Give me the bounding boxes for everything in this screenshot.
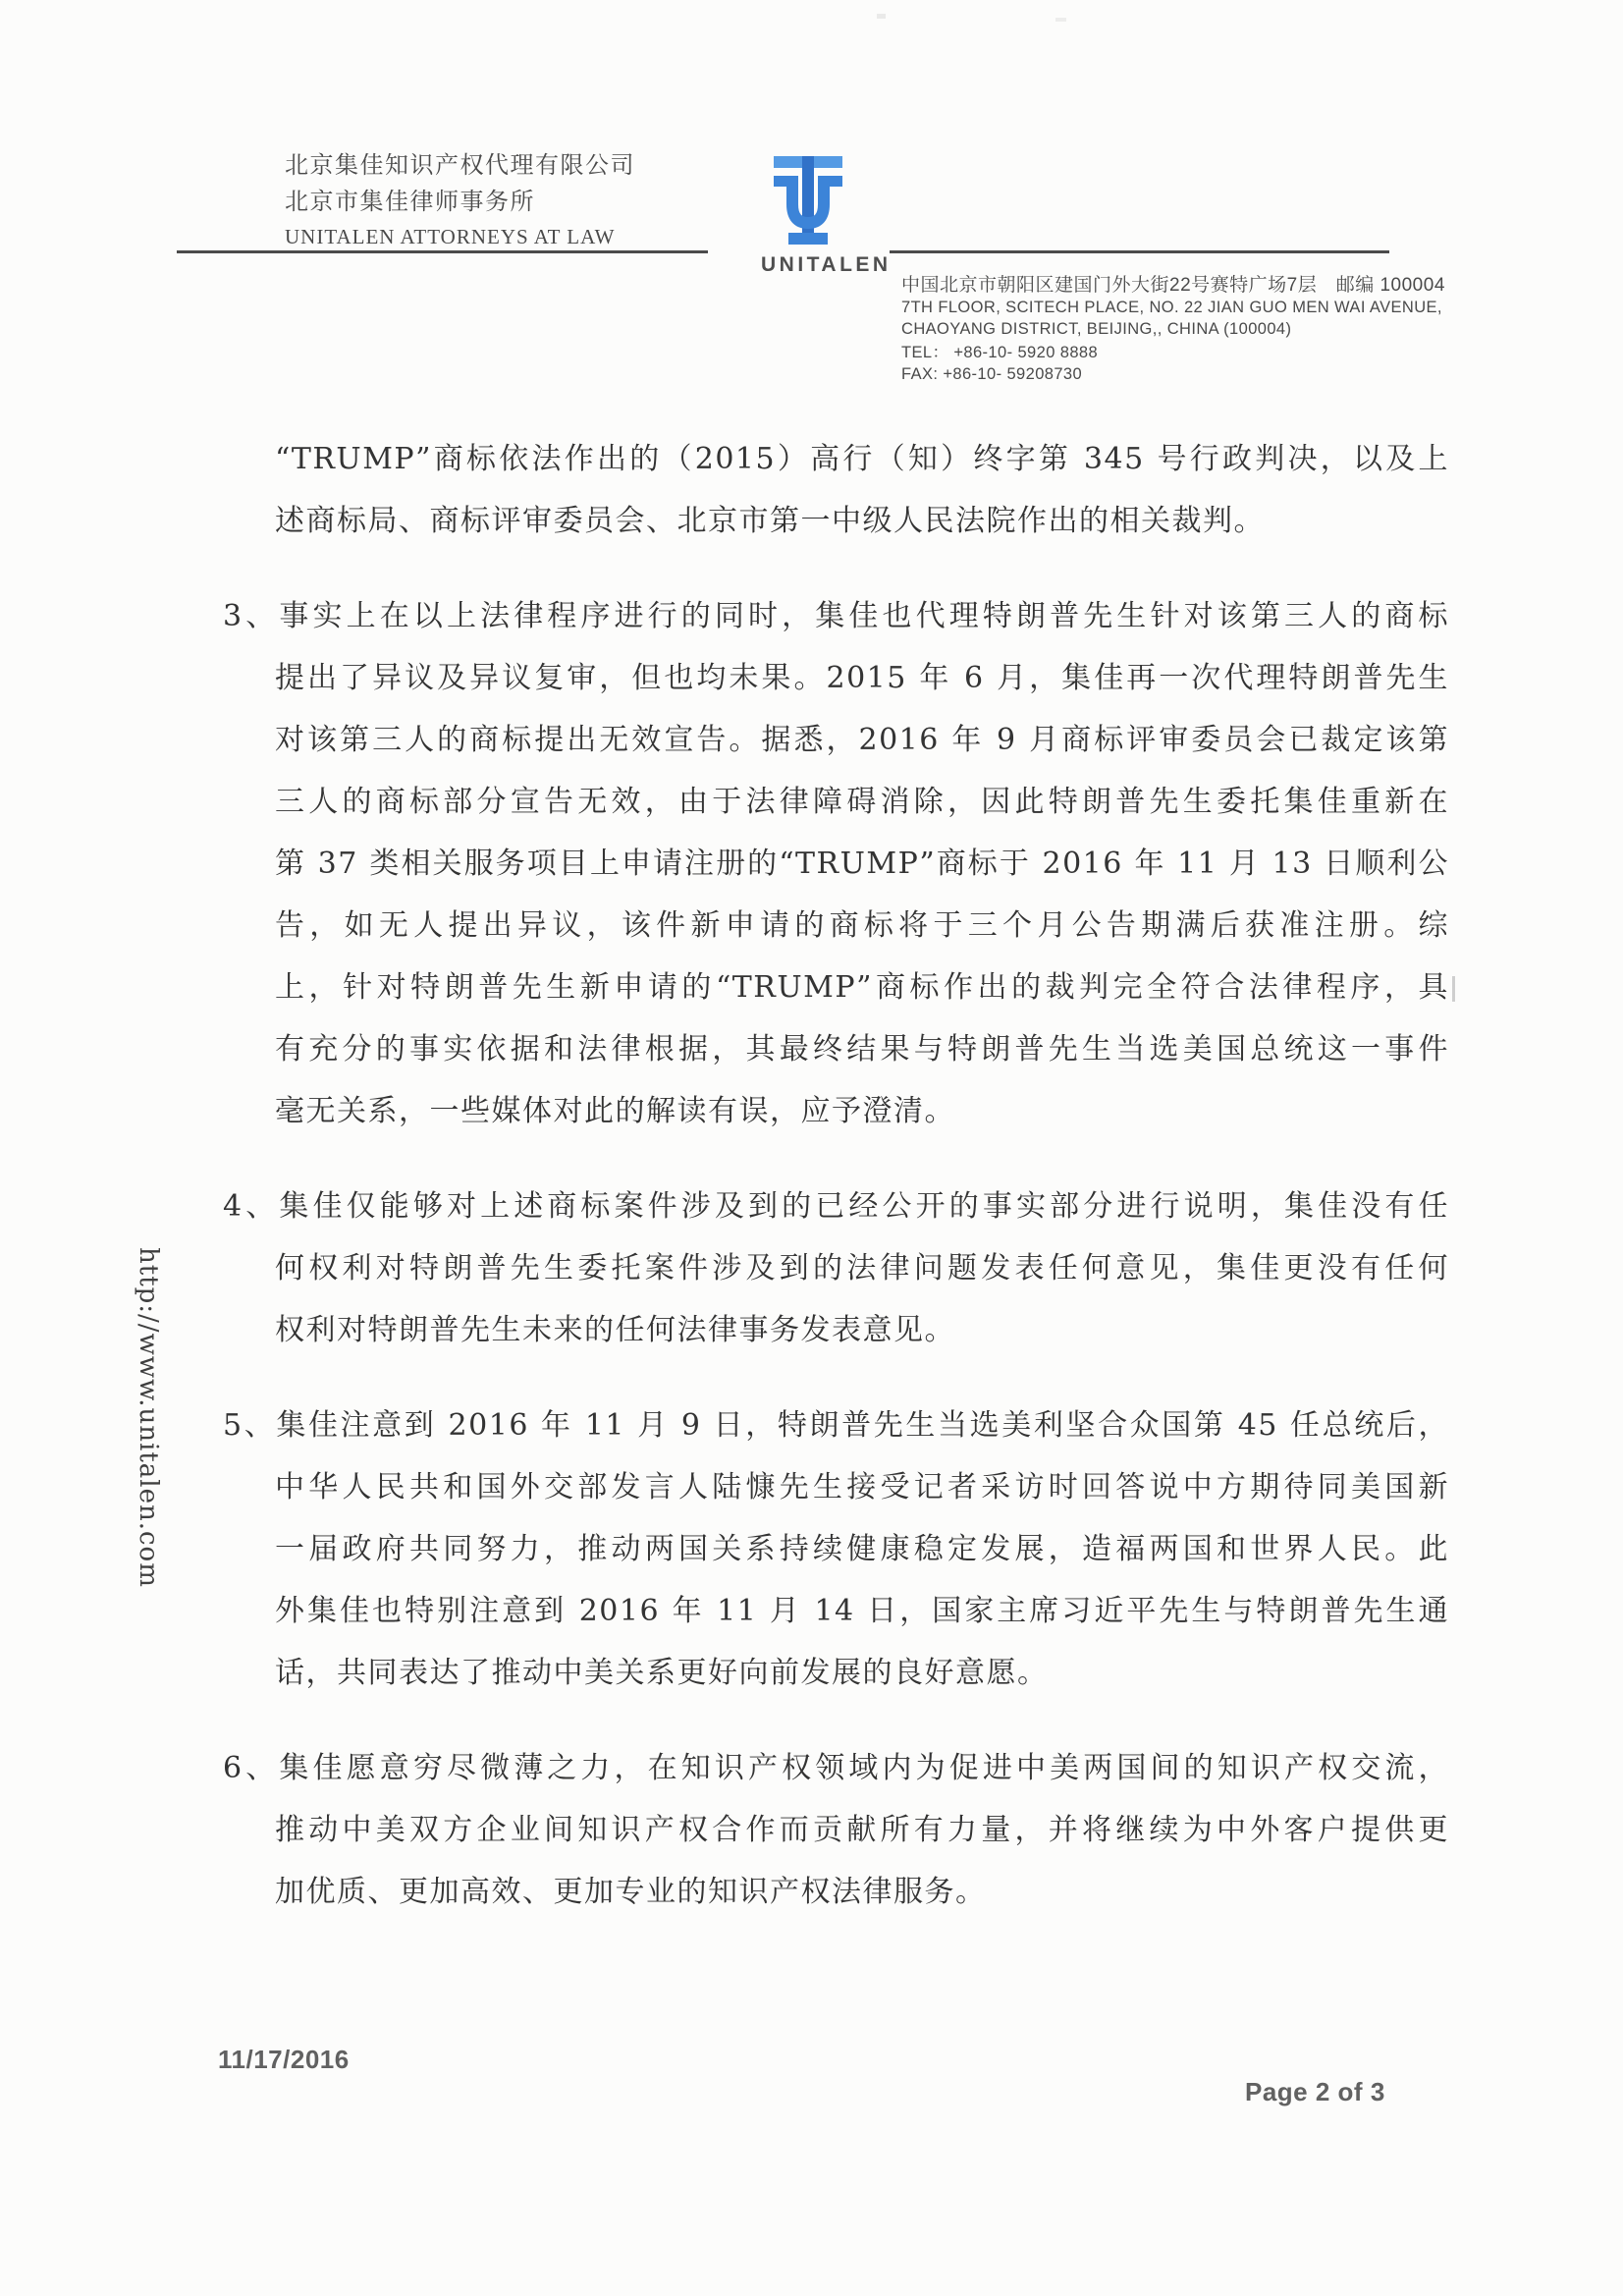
address-line-cn: 中国北京市朝阳区建国门外大街22号赛特广场7层 邮编 100004 [901,275,1445,296]
body-line: 述商标局、商标评审委员会、北京市第一中级人民法院作出的相关裁判。 [275,504,1265,538]
paragraph-continuation [275,428,1449,552]
body-line: 外集佳也特别注意到 2016 年 11 月 14 日，国家主席习近平先生与特朗普先生通 [275,1594,1449,1628]
scan-artifact [877,14,886,19]
company-names [285,147,635,253]
scan-artifact [1055,18,1066,22]
body-line: 何权利对特朗普先生委托案件涉及到的法律问题发表任何意见，集佳更没有任何 [275,1251,1449,1285]
body-line: 三人的商标部分宣告无效，由于法律障碍消除，因此特朗普先生委托集佳重新在 [275,785,1449,819]
date-stamp: 11/17/2016 [218,2045,350,2074]
body-line: 加优质、更加高效、更加专业的知识产权法律服务。 [275,1875,987,1909]
company-name-cn-2: 北京市集佳律师事务所 [285,188,535,215]
body-line: 上，针对特朗普先生新申请的“TRUMP”商标作出的裁判完全符合法律程序，具 [275,970,1449,1005]
unitalen-logo [761,150,892,277]
body-line: 推动中美双方企业间知识产权合作而贡献所有力量，并将继续为中外客户提供更 [275,1813,1449,1847]
unitalen-logo-icon [761,150,849,248]
unitalen-logo-text: UNITALEN [761,253,892,276]
body-line: 告，如无人提出异议，该件新申请的商标将于三个月公告期满后获准注册。综 [275,908,1449,943]
fax-line: FAX: +86-10- 59208730 [901,364,1083,383]
body-line: 提出了异议及异议复审，但也均未果。2015 年 6 月，集佳再一次代理特朗普先生 [275,661,1449,695]
paragraph-3 [223,585,1449,1142]
body-line: 第 37 类相关服务项目上申请注册的“TRUMP”商标于 2016 年 11 月 13 日顺利公 [275,847,1449,881]
body-line: 权利对特朗普先生未来的任何法律事务发表意见。 [275,1313,955,1347]
body-line: 一届政府共同努力，推动两国关系持续健康稳定发展，造福两国和世界人民。此 [275,1532,1449,1566]
paragraph-4 [223,1175,1449,1361]
paragraph-6 [223,1737,1449,1923]
company-name-en: UNITALEN ATTORNEYS AT LAW [285,225,616,248]
website-url-vertical: http://www.unitalen.com [134,1247,163,1588]
letter-body [223,428,1449,1956]
paragraph-5 [223,1394,1449,1704]
address-line-en-2: CHAOYANG DISTRICT, BEIJING,, CHINA (100004) [901,319,1292,338]
body-line: 中华人民共和国外交部发言人陆慷先生接受记者采访时回答说中方期待同美国新 [275,1470,1449,1504]
scan-artifact [1452,976,1455,1002]
body-line: 毫无关系，一些媒体对此的解读有误，应予澄清。 [275,1094,955,1128]
company-name-cn-1: 北京集佳知识产权代理有限公司 [285,151,635,179]
divider-line-left [177,250,708,253]
body-line: 话，共同表达了推动中美关系更好向前发展的良好意愿。 [275,1656,1049,1690]
body-line: 3、事实上在以上法律程序进行的同时，集佳也代理特朗普先生针对该第三人的商标 [223,599,1449,633]
page-number: Page 2 of 3 [1245,2077,1385,2106]
body-line: 4、集佳仅能够对上述商标案件涉及到的已经公开的事实部分进行说明，集佳没有任 [223,1189,1449,1224]
divider-line-right [890,250,1389,253]
tel-line: TEL： +86-10- 5920 8888 [901,344,1099,361]
address-block [901,273,1445,385]
body-line: 对该第三人的商标提出无效宣告。据悉，2016 年 9 月商标评审委员会已裁定该第 [275,723,1449,757]
body-line: 6、集佳愿意穷尽微薄之力，在知识产权领域内为促进中美两国间的知识产权交流， [223,1751,1449,1785]
body-line: 5、集佳注意到 2016 年 11 月 9 日，特朗普先生当选美利坚合众国第 45 任总统后， [223,1408,1449,1443]
body-line: “TRUMP”商标依法作出的（2015）高行（知）终字第 345 号行政判决，以及上 [275,442,1449,476]
address-line-en-1: 7TH FLOOR, SCITECH PLACE, NO. 22 JIAN GUO MEN WAI AVENUE, [901,299,1442,316]
body-line: 有充分的事实依据和法律根据，其最终结果与特朗普先生当选美国总统这一事件 [275,1032,1449,1066]
